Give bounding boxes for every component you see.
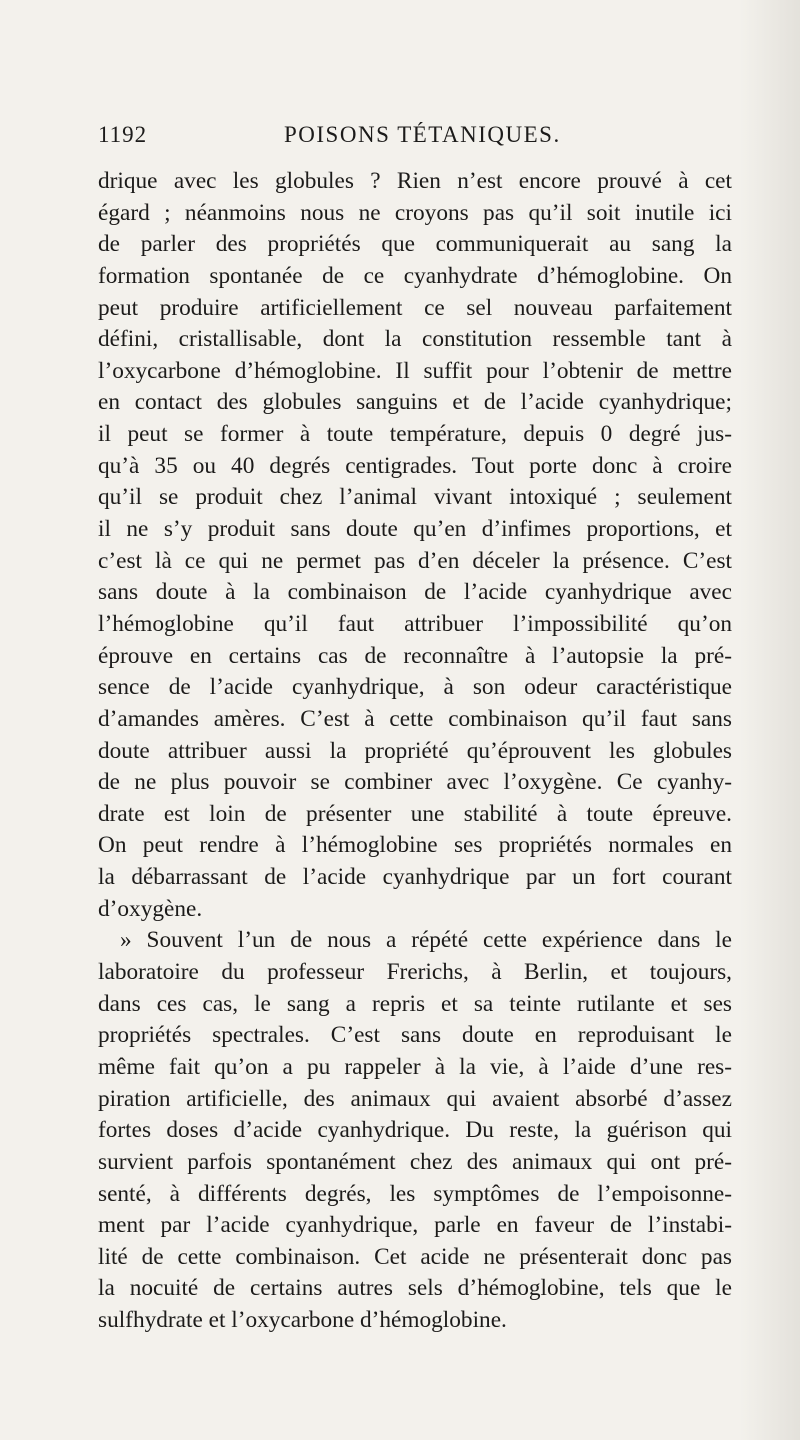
text-line: même fait qu’on a pu rappeler à la vie, à l’aide d’une res- — [98, 1053, 732, 1080]
page-header — [98, 122, 718, 154]
text-line: défini, cristallisable, dont la constitution ressemble tant à — [98, 326, 732, 353]
text-line: l’hémoglobine qu’il faut attribuer l’impossibilité qu’on — [98, 610, 732, 637]
text-line: en contact des globules sanguins et de l’acide cyanhydrique; — [98, 389, 732, 416]
body-text — [98, 166, 732, 1337]
text-line: laboratoire du professeur Frerichs, à Berlin, et toujours, — [98, 959, 732, 986]
text-line: la nocuité de certains autres sels d’hémoglobine, tels que le — [98, 1275, 732, 1302]
text-line: drate est loin de présenter une stabilité à toute épreuve. — [98, 800, 732, 827]
text-line: » Souvent l’un de nous a répété cette expérience dans le — [120, 927, 732, 954]
text-line: il peut se former à toute température, depuis 0 degré jus- — [98, 421, 732, 448]
text-line: d’amandes amères. C’est à cette combinaison qu’il faut sans — [98, 705, 732, 732]
text-line: On peut rendre à l’hémoglobine ses propriétés normales en — [98, 832, 732, 859]
text-line: il ne s’y produit sans doute qu’en d’infimes proportions, et — [98, 516, 732, 543]
text-line: d’oxygène. — [98, 895, 203, 922]
text-line: égard ; néanmoins nous ne croyons pas qu’il soit inutile ici — [98, 199, 732, 226]
text-line: sence de l’acide cyanhydrique, à son odeur caractéristique — [98, 674, 732, 701]
text-line: survient parfois spontanément chez des animaux qui ont pré- — [98, 1148, 732, 1175]
text-line: sulfhydrate et l’oxycarbone d’hémoglobine. — [98, 1307, 507, 1334]
text-line: c’est là ce qui ne permet pas d’en déceler la présence. C’est — [98, 547, 732, 574]
text-line: de ne plus pouvoir se combiner avec l’oxygène. Ce cyanhy- — [98, 769, 732, 796]
text-line: drique avec les globules ? Rien n’est encore prouvé à cet — [98, 168, 732, 194]
text-line: qu’à 35 ou 40 degrés centigrades. Tout porte donc à croire — [98, 452, 732, 479]
text-line: dans ces cas, le sang a repris et sa teinte rutilante et ses — [98, 990, 732, 1017]
text-line: senté, à différents degrés, les symptômes de l’empoisonne- — [98, 1180, 732, 1207]
text-line: de parler des propriétés que communiquerait au sang la — [98, 231, 732, 258]
text-line: formation spontanée de ce cyanhydrate d’hémoglobine. On — [98, 262, 732, 289]
text-line: doute attribuer aussi la propriété qu’éprouvent les globules — [98, 737, 732, 764]
text-line: fortes doses d’acide cyanhydrique. Du reste, la guérison qui — [98, 1117, 732, 1144]
text-line: qu’il se produit chez l’animal vivant intoxiqué ; seulement — [98, 484, 732, 511]
text-line: piration artificielle, des animaux qui avaient absorbé d’assez — [98, 1085, 732, 1112]
page-edge-shadow — [740, 0, 800, 1440]
text-line: l’oxycarbone d’hémoglobine. Il suffit pour l’obtenir de mettre — [98, 357, 732, 384]
running-title: POISONS TÉTANIQUES. — [284, 122, 561, 147]
text-line: lité de cette combinaison. Cet acide ne présenterait donc pas — [98, 1243, 732, 1270]
text-line: ment par l’acide cyanhydrique, parle en faveur de l’instabi- — [98, 1212, 732, 1239]
text-line: éprouve en certains cas de reconnaître à l’autopsie la pré- — [98, 642, 732, 669]
text-line: peut produire artificiellement ce sel nouveau parfaitement — [98, 294, 732, 321]
text-line: la débarrassant de l’acide cyanhydrique par un fort courant — [98, 864, 732, 891]
text-line: sans doute à la combinaison de l’acide cyanhydrique avec — [98, 579, 732, 606]
text-line: propriétés spectrales. C’est sans doute en reproduisant le — [98, 1022, 732, 1049]
page-number: 1192 — [98, 122, 148, 147]
